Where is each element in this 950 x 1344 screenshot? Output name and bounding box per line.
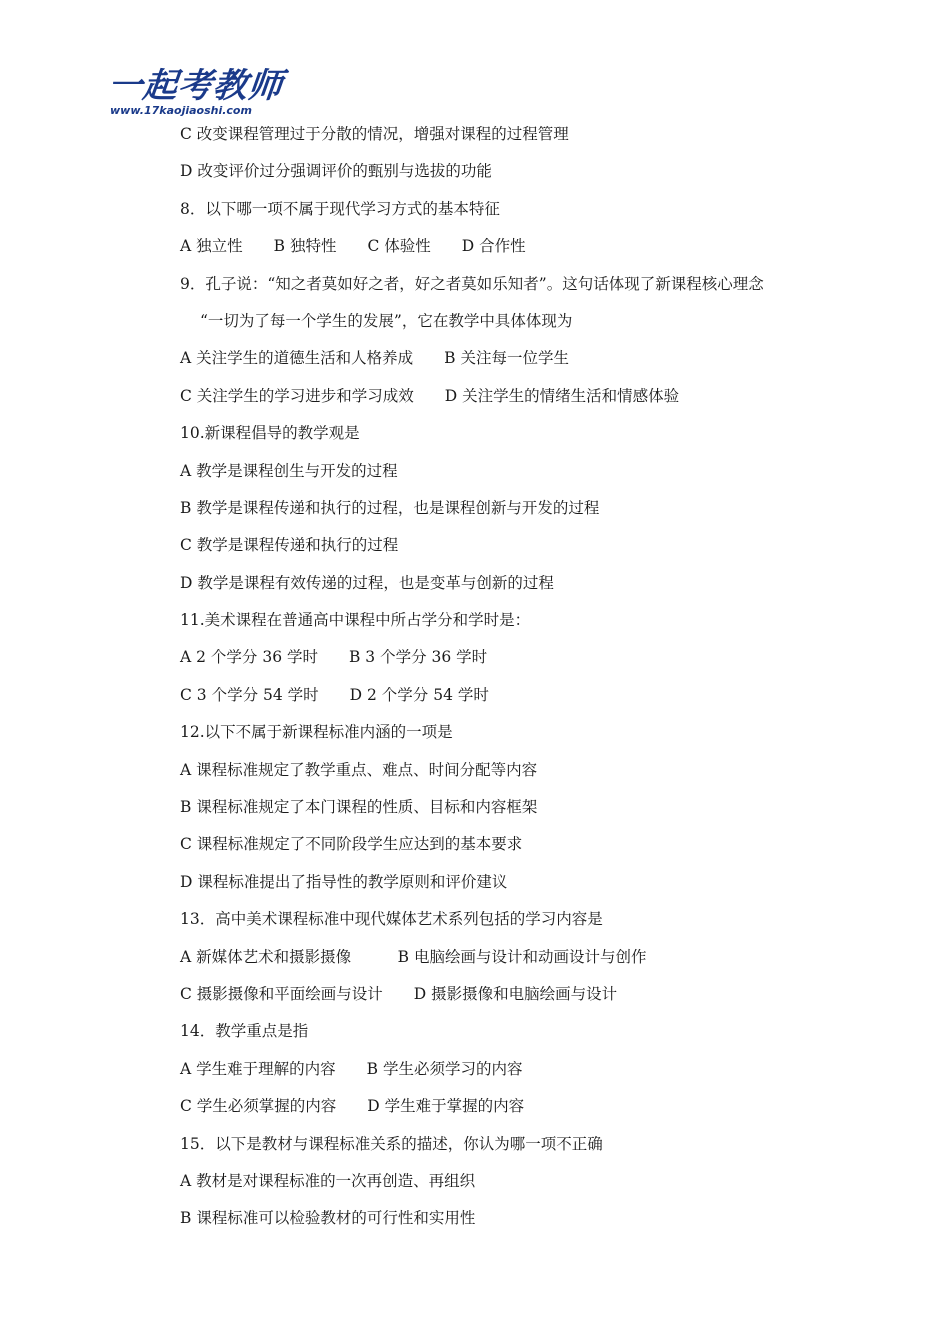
- logo-url: www.17kaojiaoshi.com: [110, 104, 252, 117]
- option-line: A 新媒体艺术和摄影摄像 B 电脑绘画与设计和动画设计与创作: [180, 947, 647, 966]
- option-line: D 教学是课程有效传递的过程，也是变革与创新的过程: [180, 573, 554, 592]
- option-line: A 教学是课程创生与开发的过程: [180, 461, 398, 480]
- question-9: 9．孔子说：“知之者莫如好之者，好之者莫如乐知者”。这句话体现了新课程核心理念: [180, 274, 764, 293]
- question-15: 15．以下是教材与课程标准关系的描述，你认为哪一项不正确: [180, 1134, 603, 1153]
- option-line: B 课程标准规定了本门课程的性质、目标和内容框架: [180, 798, 538, 817]
- option-line: C 3 个学分 54 学时 D 2 个学分 54 学时: [180, 685, 489, 704]
- option-line: A 独立性 B 独特性 C 体验性 D 合作性: [180, 237, 526, 256]
- option-line: A 2 个学分 36 学时 B 3 个学分 36 学时: [180, 648, 488, 667]
- option-line: D 课程标准提出了指导性的教学原则和评价建议: [180, 872, 508, 891]
- document-body: [180, 116, 880, 1238]
- question-12: 12.以下不属于新课程标准内涵的一项是: [180, 723, 453, 742]
- site-logo: [105, 66, 286, 122]
- option-line: A 课程标准规定了教学重点、难点、时间分配等内容: [180, 760, 538, 779]
- option-line: D 改变评价过分强调评价的甄别与选拔的功能: [180, 162, 492, 181]
- option-line: C 学生必须掌握的内容 D 学生难于掌握的内容: [180, 1097, 525, 1116]
- option-line: A 教材是对课程标准的一次再创造、再组织: [180, 1171, 476, 1190]
- question-9-continued: “一切为了每一个学生的发展”，它在教学中具体体现为: [200, 311, 573, 330]
- question-8: 8．以下哪一项不属于现代学习方式的基本特征: [180, 199, 500, 218]
- option-line: A 关注学生的道德生活和人格养成 B 关注每一位学生: [180, 349, 569, 368]
- option-line: C 摄影摄像和平面绘画与设计 D 摄影摄像和电脑绘画与设计: [180, 984, 618, 1003]
- option-line: C 教学是课程传递和执行的过程: [180, 536, 399, 555]
- option-line: C 改变课程管理过于分散的情况，增强对课程的过程管理: [180, 125, 569, 143]
- option-line: C 课程标准规定了不同阶段学生应达到的基本要求: [180, 835, 523, 854]
- option-line: B 课程标准可以检验教材的可行性和实用性: [180, 1209, 476, 1228]
- question-10: 10.新课程倡导的教学观是: [180, 424, 360, 443]
- question-11: 11.美术课程在普通高中课程中所占学分和学时是：: [180, 611, 531, 630]
- question-14: 14．教学重点是指: [180, 1022, 309, 1041]
- option-line: A 学生难于理解的内容 B 学生必须学习的内容: [180, 1059, 523, 1078]
- question-13: 13．高中美术课程标准中现代媒体艺术系列包括的学习内容是: [180, 910, 603, 929]
- option-line: C 关注学生的学习进步和学习成效 D 关注学生的情绪生活和情感体验: [180, 386, 680, 405]
- option-line: B 教学是课程传递和执行的过程，也是课程创新与开发的过程: [180, 498, 600, 517]
- logo-text: 一起考教师: [105, 66, 286, 106]
